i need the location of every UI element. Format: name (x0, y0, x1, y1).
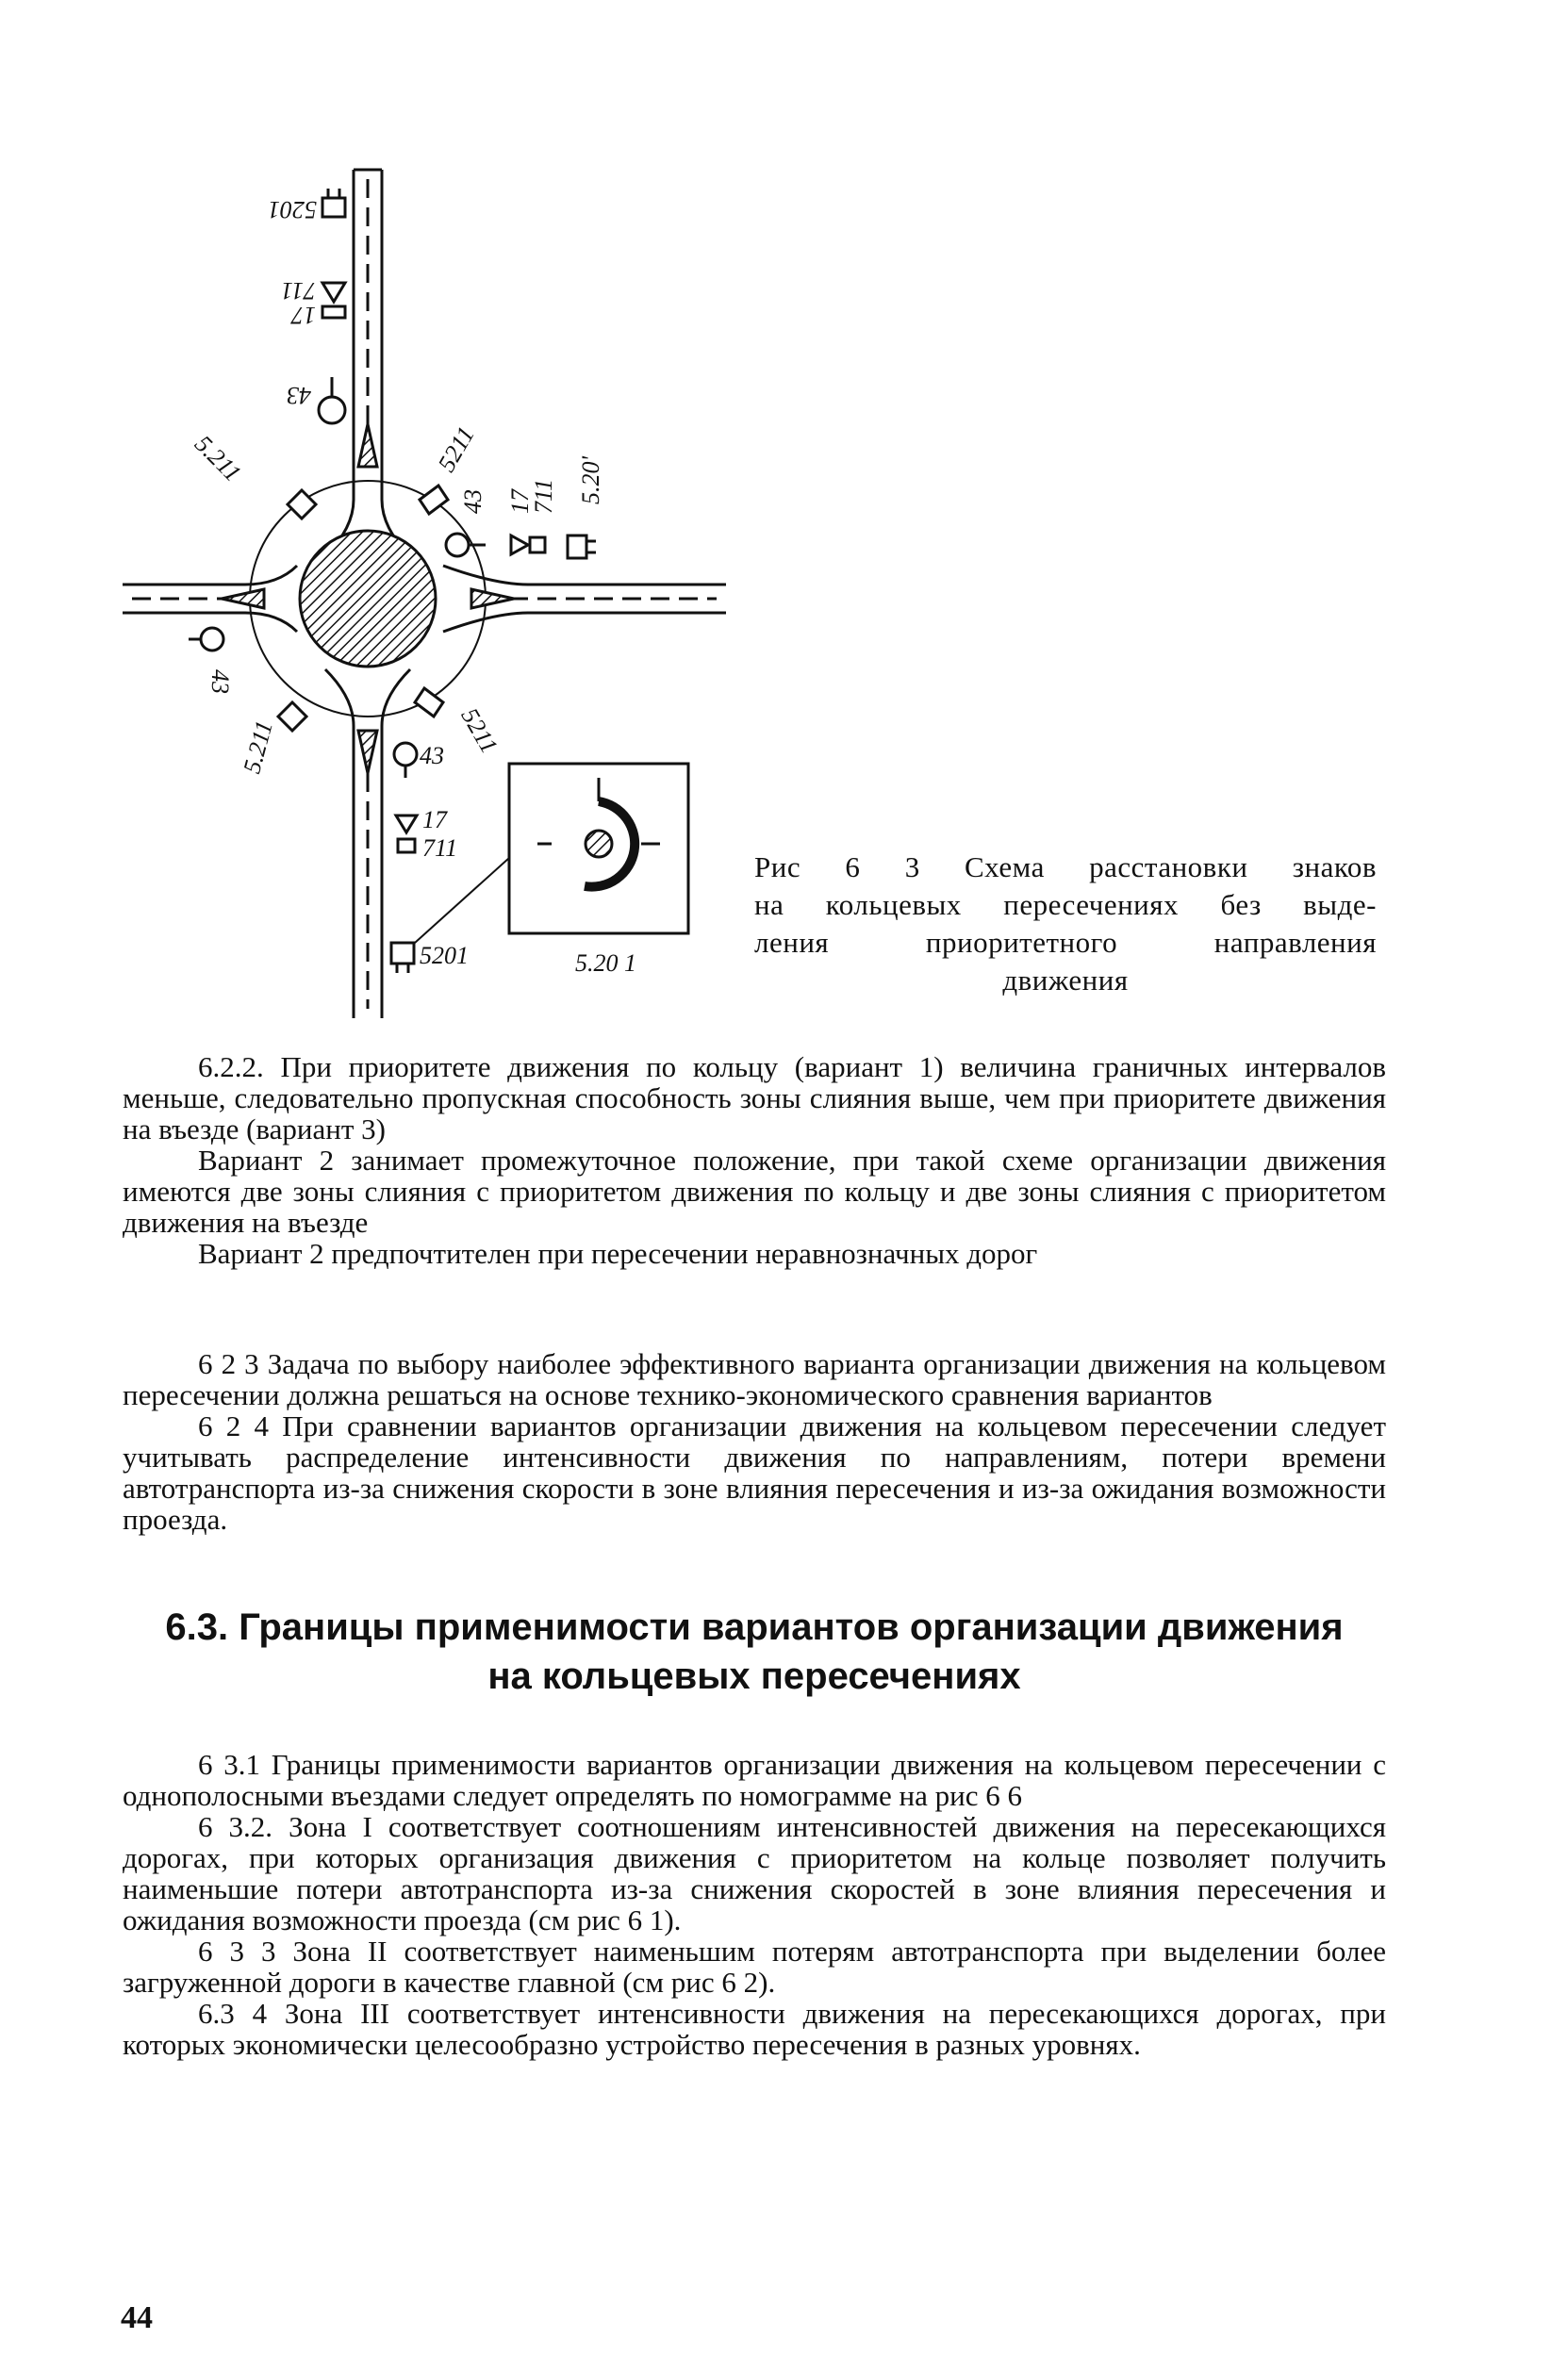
paragraph: 6 3.1 Границы применимости вариантов организации движения на кольцевом пересечении с однополосными въездами следует определять по номограмме на рис 6 6 (123, 1748, 1386, 1812)
paragraph: 6 2 4 При сравнении вариантов организации движения на кольцевом пересечении следует учитывать распределение интенсивности движения по направлениям, потери времени автотранспорта из-за снижения скорости в зоне влияния пересечения и из-за ожидания возможности проезда. (123, 1409, 1386, 1536)
inset-sign-5201 (509, 764, 688, 933)
label-bottom-711: 711 (422, 834, 458, 862)
section-6-3 (123, 1749, 1386, 2060)
label-bottom-5201: 5201 (420, 942, 469, 969)
label-top-17: 17 (291, 302, 316, 329)
inset-label: 5.20 1 (575, 949, 636, 977)
paragraph: 6 3 3 Зона II соответствует наименьшим потерям автотранспорта при выделении более загруженной дороги в качестве главной (см рис 6 2). (123, 1935, 1386, 1999)
page-number: 44 (121, 2300, 153, 2335)
label-lower-right-5211: 5211 (455, 703, 503, 759)
sign-5211-left-lower (278, 702, 306, 731)
caption-line: на кольцевых пересечениях без выде- (754, 888, 1377, 921)
label-right-711: 711 (530, 478, 557, 514)
label-right-43: 43 (459, 489, 487, 514)
paragraph: 6 2 3 Задача по выбору наиболее эффективного варианта организации движения на кольцевом пересечении должна решаться на основе технико-экономического сравнения вариантов (123, 1347, 1386, 1411)
sign-43-top (319, 377, 345, 423)
paragraph: 6.3 4 Зона III соответствует интенсивности движения на пересекающихся дорогах, при которых экономически целесообразно устройство пересечения в разных уровнях. (123, 1997, 1386, 2061)
label-top-43: 43 (287, 382, 311, 409)
heading-line-1: 6.3. Границы применимости вариантов организации движения (165, 1606, 1344, 1648)
sign-17-711-bottom (396, 816, 417, 852)
caption-line: ления приоритетного направления (754, 926, 1377, 959)
heading-line-2: на кольцевых пересечениях (487, 1656, 1021, 1697)
label-lower-left-5211: 5.211 (238, 717, 278, 777)
figure-caption (754, 848, 1377, 999)
sign-17-711-right (511, 535, 545, 554)
sign-43-left (189, 628, 223, 651)
label-left-5211: 5.211 (190, 430, 247, 487)
paragraph: Вариант 2 предпочтителен при пересечении неравнозначных дорог (198, 1237, 1038, 1270)
paragraph: 6 3.2. Зона I соответствует соотношениям интенсивностей движения на пересекающихся дорогах, при которых организация движения с приоритетом на кольце позволяет получить наименьшие потери автотранспорта из-за снижения скоростей в зоне влияния пересечения и ожидания возможности проезда (см рис 6 1). (123, 1810, 1386, 1936)
section-6-2-2 (123, 1051, 1386, 1269)
sign-43-right (446, 534, 486, 556)
sign-5201-bottom (391, 943, 414, 973)
central-island (300, 531, 436, 667)
caption-line: движения (1002, 964, 1129, 997)
paragraph: Вариант 2 занимает промежуточное положение, при такой схеме организации движения имеются две зоны слияния с приоритетом движения по кольцу и две зоны слияния с приоритетом движения на въезде (123, 1144, 1386, 1239)
label-bottom-43: 43 (420, 742, 444, 769)
label-right-5201: 5.20' (577, 455, 604, 504)
sign-5201-top (322, 189, 345, 217)
sign-520-right (568, 535, 596, 558)
sign-43-bottom (394, 743, 417, 778)
label-top-711: 711 (280, 277, 316, 305)
section-6-2-3-6-2-4 (123, 1348, 1386, 1535)
paragraph: 6.2.2. При приоритете движения по кольцу (вариант 1) величина граничных интервалов меньше, следовательно пропускная способность зоны слияния выше, чем при приоритете движения на въезде (вариант 3) (123, 1050, 1386, 1145)
sign-17-711-top (322, 283, 345, 318)
section-heading-6-3 (123, 1603, 1386, 1701)
caption-line: Рис 6 3 Схема расстановки знаков (754, 850, 1377, 883)
roundabout-sign-diagram (123, 141, 726, 1018)
label-top-5201: 5201 (268, 196, 317, 223)
label-right-5211: 5211 (432, 421, 480, 477)
label-right-17: 17 (506, 489, 534, 514)
label-bottom-17: 17 (422, 806, 447, 833)
label-left-43: 43 (206, 669, 234, 694)
